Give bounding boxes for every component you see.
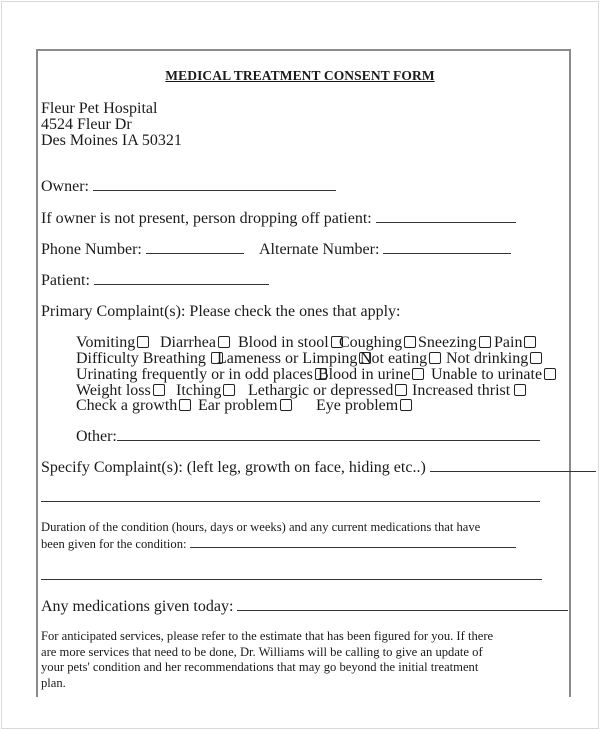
checkbox[interactable] [400, 399, 412, 411]
complaint-ear-problem[interactable]: Ear problem [198, 397, 292, 415]
checkbox[interactable] [524, 336, 536, 348]
duration-label-2: been given for the condition: [41, 536, 187, 551]
complaint-blood-in-stool[interactable]: Blood in stool [238, 334, 343, 352]
checkbox[interactable] [479, 336, 491, 348]
checkbox[interactable] [544, 368, 556, 380]
complaint-not-drinking[interactable]: Not drinking [446, 350, 542, 368]
owner-label: Owner: [41, 178, 89, 195]
medications-today-label: Any medications given today: [41, 598, 234, 615]
notice-line-3: your pets' condition and her recommendations that may go beyond the initial treatment [41, 660, 479, 674]
complaint-coughing[interactable]: Coughing [339, 334, 416, 352]
checkbox[interactable] [137, 336, 149, 348]
patient-label: Patient: [41, 272, 90, 289]
checkbox[interactable] [514, 384, 526, 396]
complaint-eye-problem[interactable]: Eye problem [316, 397, 412, 415]
checkbox[interactable] [395, 384, 407, 396]
complaint-check-growth[interactable]: Check a growth [76, 397, 191, 415]
hospital-name: Fleur Pet Hospital [41, 100, 158, 117]
owner-field [41, 178, 336, 196]
notice-line-2: are more services that need to be done, Dr. Williams will be calling to give an update of [41, 644, 483, 659]
notice-line-4: plan. [41, 675, 66, 690]
other-input[interactable] [117, 429, 540, 441]
checkbox[interactable] [280, 399, 292, 411]
patient-input[interactable] [94, 273, 269, 285]
hospital-street: 4524 Fleur Dr [41, 116, 132, 133]
complaint-vomiting[interactable]: Vomiting [76, 334, 149, 352]
checkbox[interactable] [179, 399, 191, 411]
medications-today-input[interactable] [237, 599, 568, 611]
complaint-lameness[interactable]: Lameness or Limping [217, 350, 371, 368]
complaint-blood-in-urine[interactable]: Blood in urine [318, 366, 424, 384]
drop-off-field [41, 210, 516, 228]
complaint-lethargic[interactable]: Lethargic or depressed [248, 382, 407, 400]
complaint-unable-to-urinate[interactable]: Unable to urinate [431, 366, 556, 384]
specify-input[interactable] [430, 460, 596, 472]
medications-today-field [41, 598, 568, 616]
complaint-sneezing[interactable]: Sneezing [418, 334, 491, 352]
notice-line-1: For anticipated services, please refer to the estimate that has been figured for you. If there [41, 629, 494, 643]
duration-field [41, 520, 561, 552]
patient-field [41, 272, 269, 290]
owner-input[interactable] [93, 179, 336, 191]
other-field [76, 428, 540, 446]
complaint-diarrhea[interactable]: Diarrhea [160, 334, 230, 352]
complaint-increased-thirst[interactable]: Increased thrist [412, 382, 526, 400]
other-label: Other: [76, 428, 117, 445]
primary-complaints-heading: Primary Complaint(s): Please check the ones that apply: [41, 303, 401, 320]
complaint-difficulty-breathing[interactable]: Difficulty Breathing [76, 350, 223, 368]
duration-input-line-2[interactable] [41, 579, 542, 580]
drop-off-label: If owner is not present, person dropping off patient: [41, 210, 372, 227]
alternate-input[interactable] [383, 242, 511, 254]
complaint-not-eating[interactable]: Not eating [360, 350, 441, 368]
complaint-itching[interactable]: Itching [176, 382, 235, 400]
phone-input[interactable] [146, 242, 244, 254]
checkbox[interactable] [218, 336, 230, 348]
specify-label: Specify Complaint(s): (left leg, growth on face, hiding etc..) [41, 459, 426, 476]
drop-off-input[interactable] [376, 211, 516, 223]
form-title: MEDICAL TREATMENT CONSENT FORM [165, 68, 435, 83]
complaint-urinating[interactable]: Urinating frequently or in odd places [76, 366, 327, 384]
checkbox[interactable] [429, 352, 441, 364]
phone-row [41, 241, 511, 259]
hospital-city: Des Moines IA 50321 [41, 132, 182, 149]
checkbox[interactable] [223, 384, 235, 396]
complaint-pain[interactable]: Pain [494, 334, 536, 352]
checkbox[interactable] [404, 336, 416, 348]
complaint-weight-loss[interactable]: Weight loss [76, 382, 165, 400]
duration-label-1: Duration of the condition (hours, days or weeks) and any current medications that have [41, 520, 481, 534]
checkbox[interactable] [153, 384, 165, 396]
notice-paragraph [41, 629, 561, 691]
specify-field [41, 459, 596, 477]
checkbox[interactable] [412, 368, 424, 380]
checkbox[interactable] [530, 352, 542, 364]
phone-label: Phone Number: [41, 241, 142, 258]
duration-input[interactable] [190, 536, 516, 548]
alternate-label: Alternate Number: [259, 241, 380, 258]
specify-input-line-2[interactable] [41, 501, 540, 502]
